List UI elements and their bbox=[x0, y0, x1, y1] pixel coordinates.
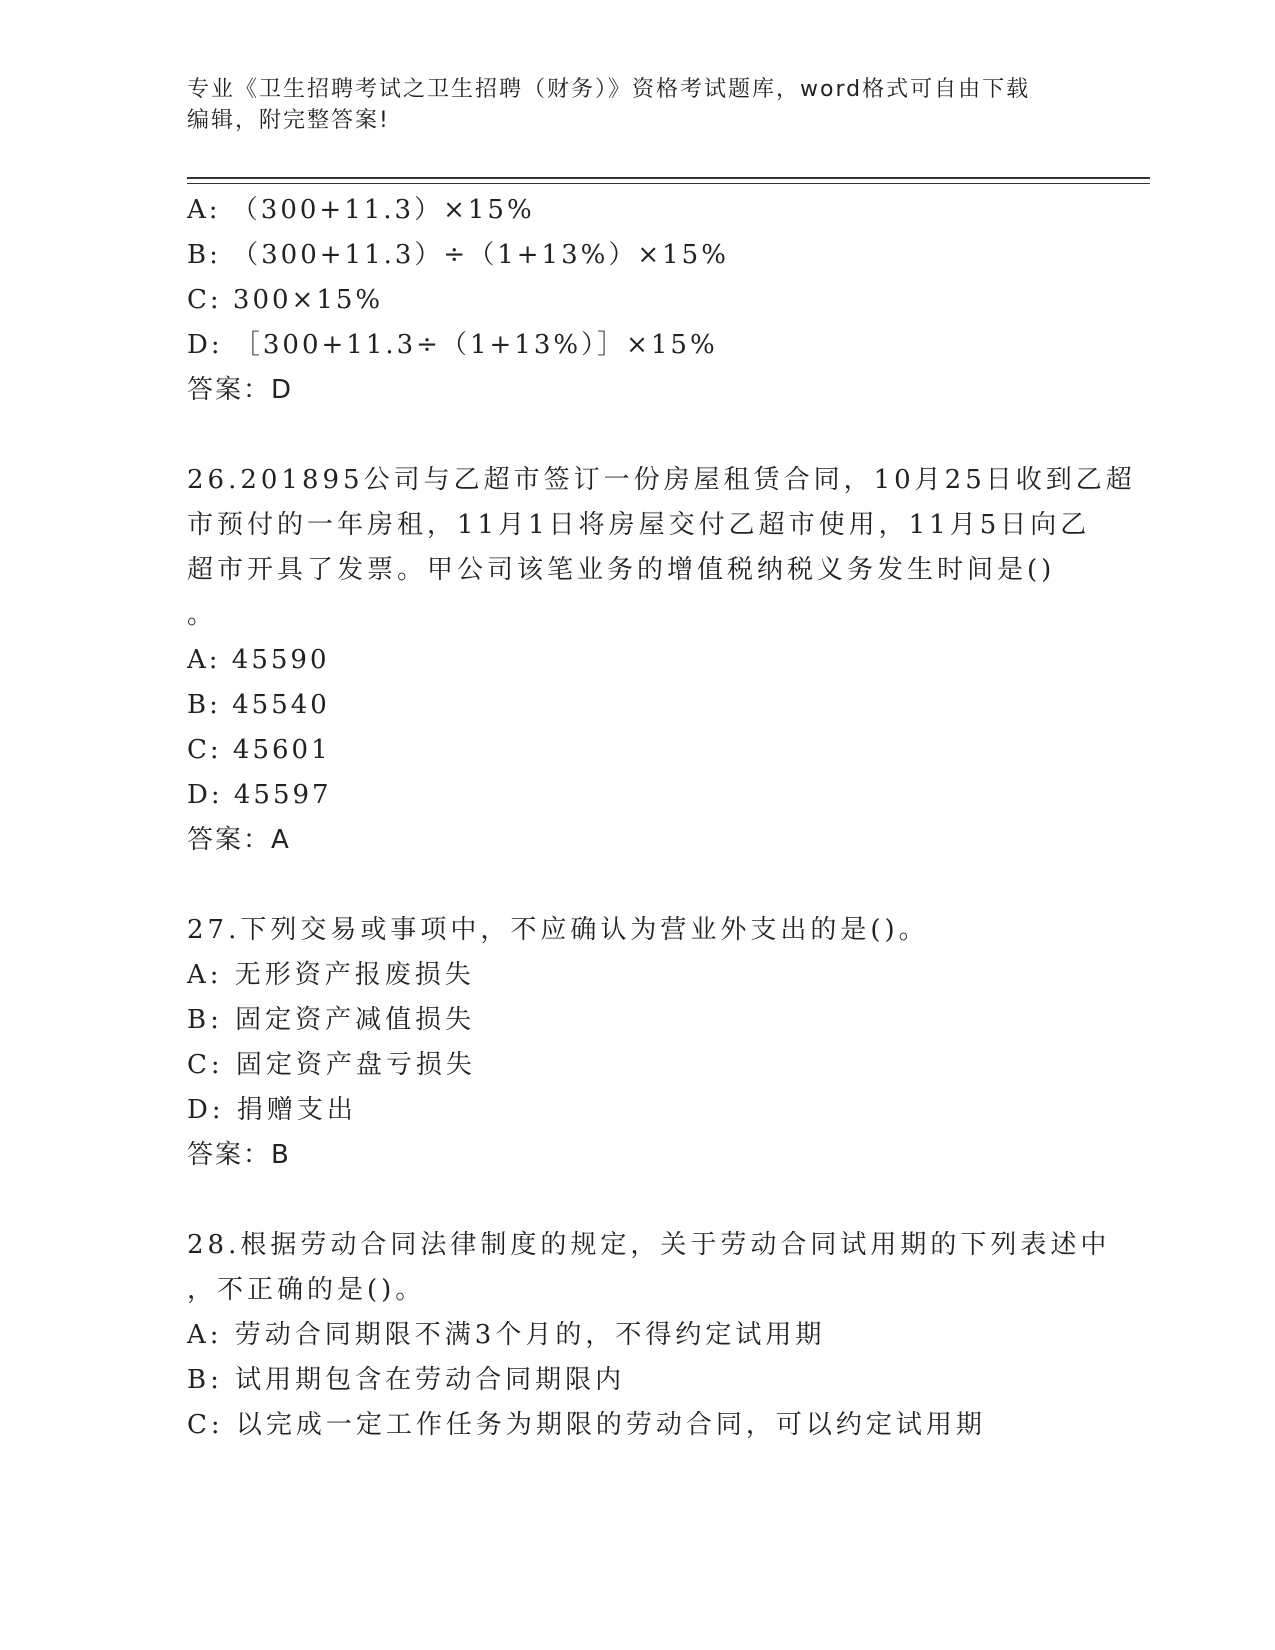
q26-option-b: B: 45540 bbox=[187, 690, 330, 720]
q25-option-b: B: （300+11.3）÷（1+13%）×15% bbox=[187, 240, 729, 270]
header-divider-thick bbox=[187, 177, 1150, 179]
header-line-2: 编辑，附完整答案! bbox=[187, 108, 390, 133]
q25-answer: 答案：D bbox=[187, 375, 294, 405]
q26-text-line-1: 26.201895公司与乙超市签订一份房屋租赁合同，10月25日收到乙超 bbox=[187, 465, 1136, 495]
q28-text-line-1: 28.根据劳动合同法律制度的规定，关于劳动合同试用期的下列表述中 bbox=[187, 1230, 1111, 1260]
header-divider-thin bbox=[187, 183, 1150, 184]
q28-option-b: B: 试用期包含在劳动合同期限内 bbox=[187, 1365, 626, 1395]
q28-option-c: C: 以完成一定工作任务为期限的劳动合同，可以约定试用期 bbox=[187, 1410, 986, 1440]
q27-option-b: B: 固定资产减值损失 bbox=[187, 1005, 476, 1035]
q26-text-line-4: 。 bbox=[187, 600, 218, 630]
q26-answer: 答案：A bbox=[187, 825, 291, 855]
q26-option-c: C: 45601 bbox=[187, 735, 331, 765]
document-header bbox=[187, 74, 1087, 136]
q27-answer: 答案：B bbox=[187, 1140, 291, 1170]
q27-text-line-1: 27.下列交易或事项中，不应确认为营业外支出的是()。 bbox=[187, 915, 929, 945]
q26-text-line-2: 市预付的一年房租，11月1日将房屋交付乙超市使用，11月5日向乙 bbox=[187, 510, 1091, 540]
q25-option-d: D: ［300+11.3÷（1+13%）］×15% bbox=[187, 330, 718, 360]
q26-option-d: D: 45597 bbox=[187, 780, 332, 810]
q28-option-a: A: 劳动合同期限不满3个月的，不得约定试用期 bbox=[187, 1320, 826, 1350]
q28-text-line-2: ，不正确的是()。 bbox=[187, 1275, 426, 1305]
q25-option-c: C: 300×15% bbox=[187, 285, 384, 315]
q26-option-a: A: 45590 bbox=[187, 645, 330, 675]
q27-option-d: D: 捐赠支出 bbox=[187, 1095, 357, 1125]
q27-option-a: A: 无形资产报废损失 bbox=[187, 960, 475, 990]
header-line-1: 专业《卫生招聘考试之卫生招聘（财务）》资格考试题库，word格式可自由下载 bbox=[187, 77, 1031, 102]
q27-option-c: C: 固定资产盘亏损失 bbox=[187, 1050, 476, 1080]
q25-option-a: A: （300+11.3）×15% bbox=[187, 195, 535, 225]
q26-text-line-3: 超市开具了发票。甲公司该笔业务的增值税纳税义务发生时间是() bbox=[187, 555, 1056, 585]
